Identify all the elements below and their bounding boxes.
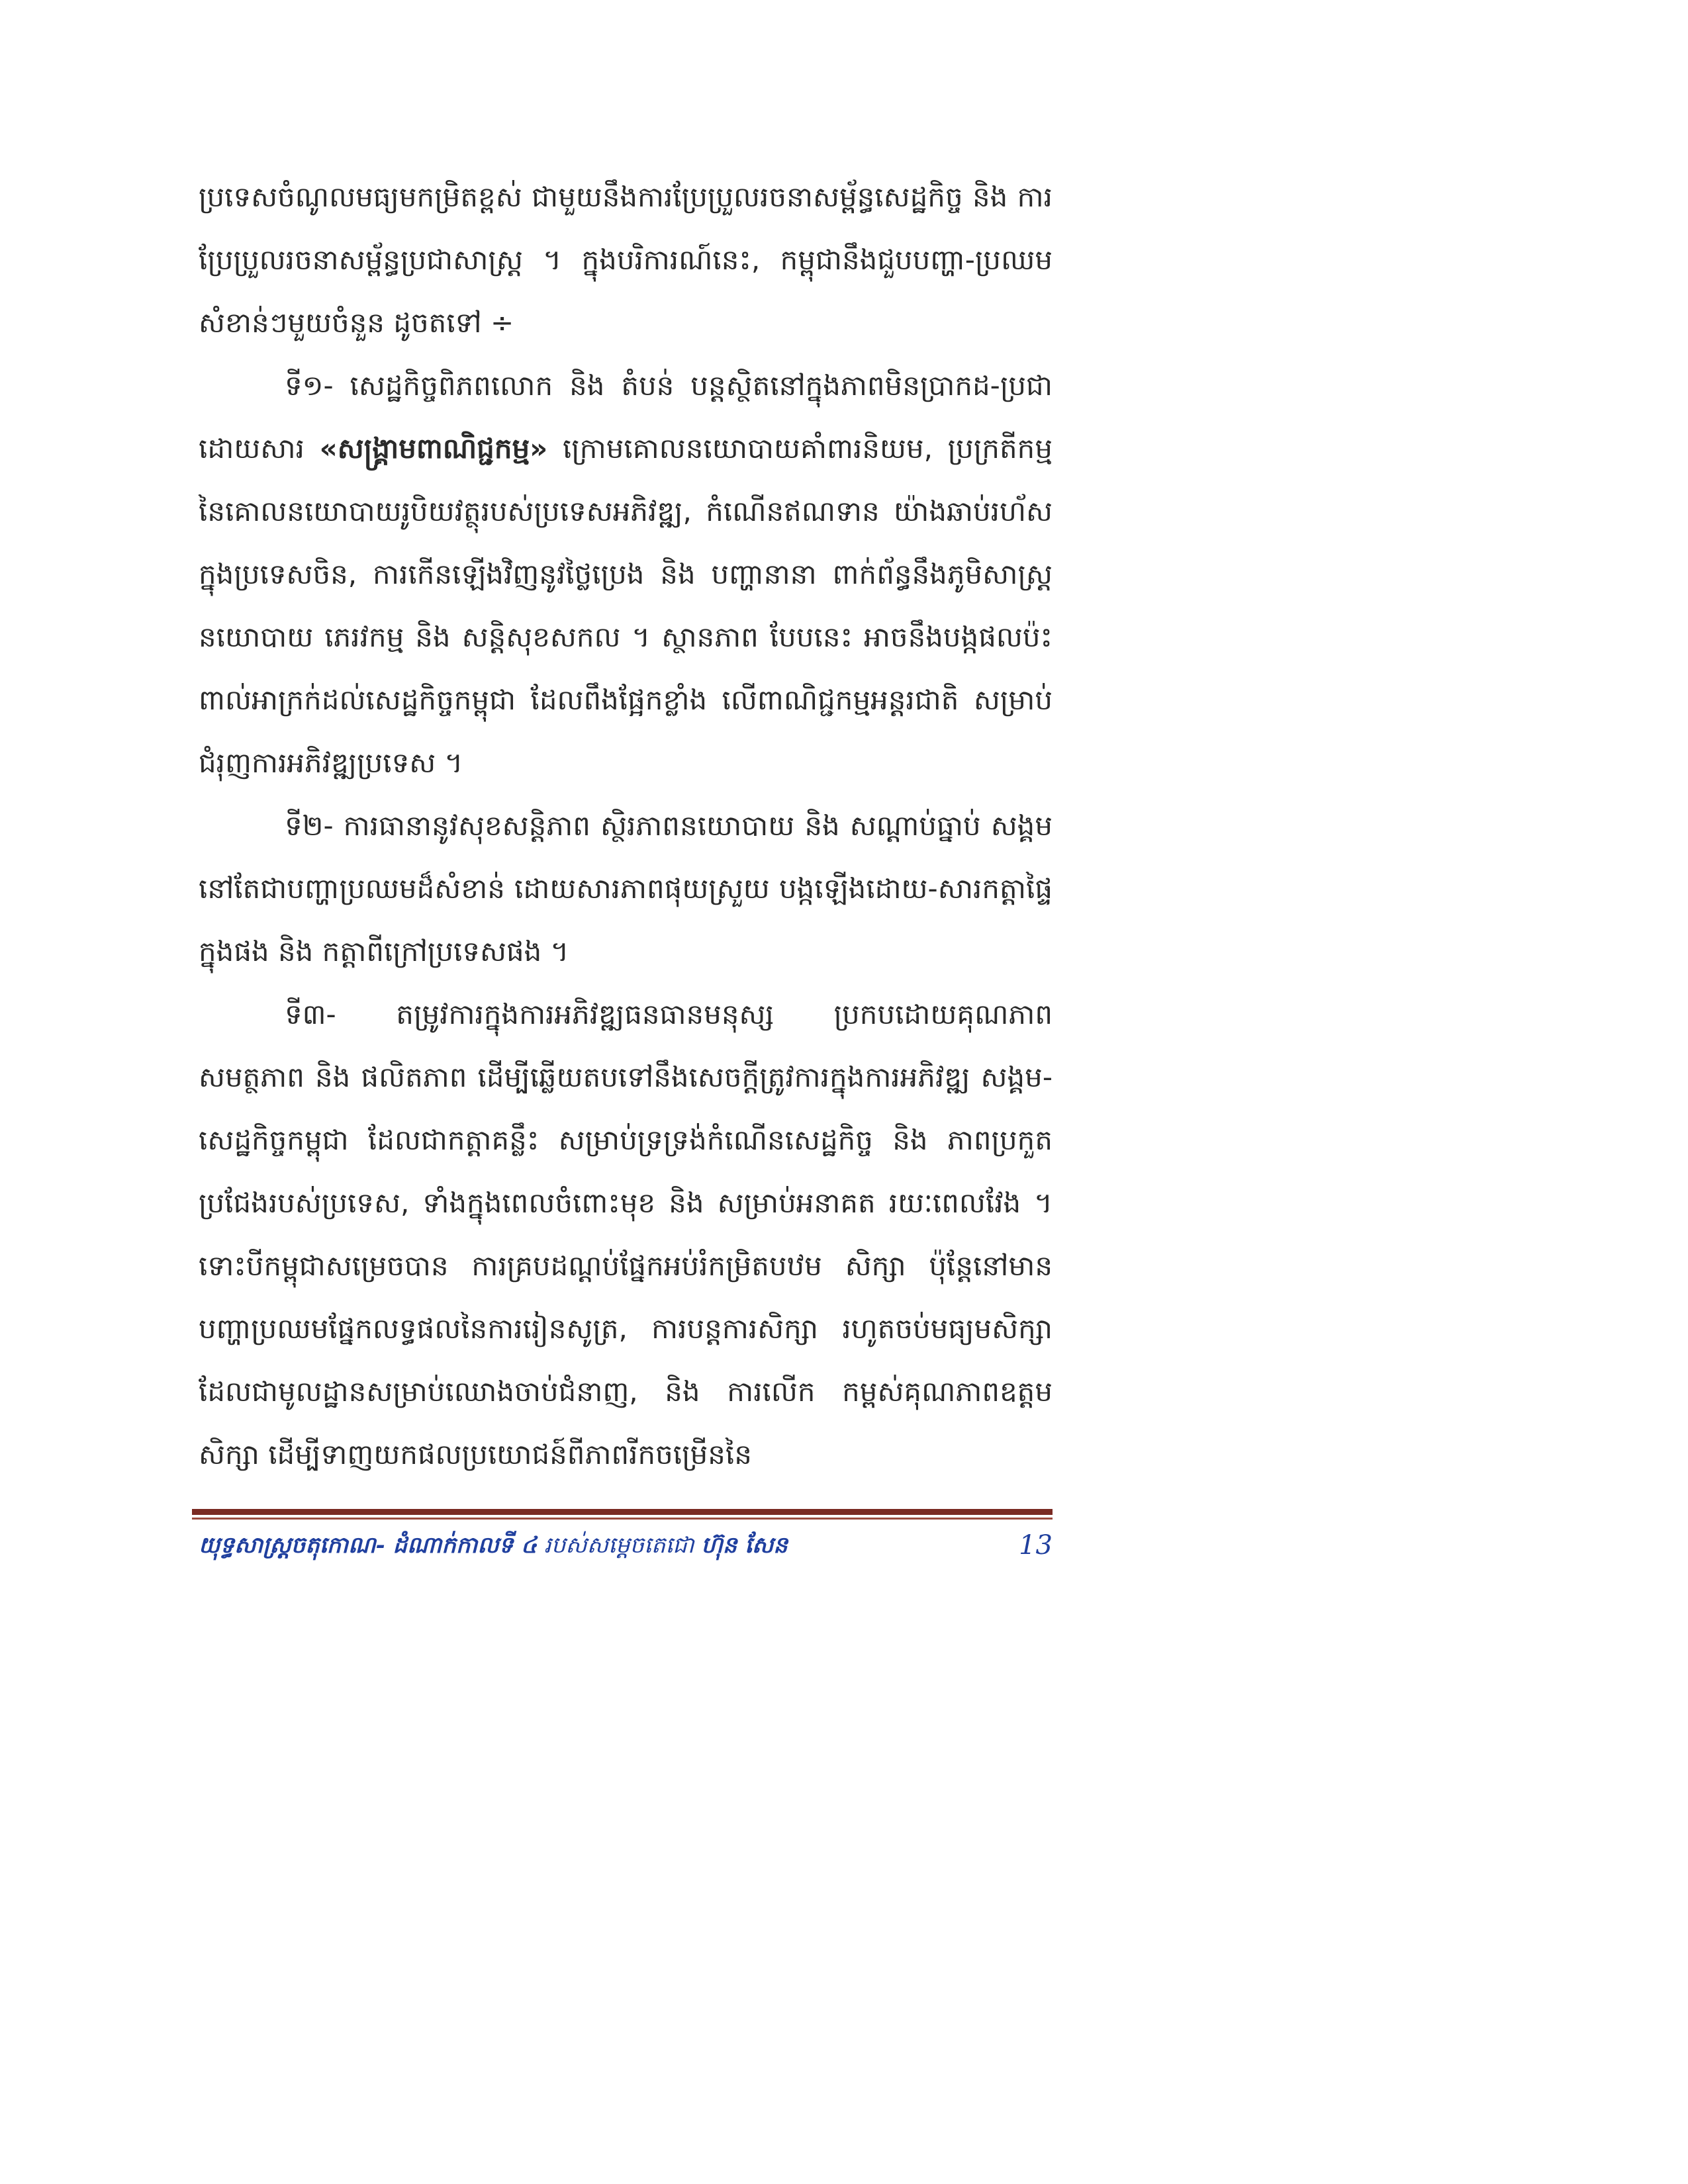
paragraph-point-1-before: ទី១- សេដ្ឋកិច្ចពិភពលោក និង តំបន់ បន្តស្ថិតនៅក្នុងភាពមិនប្រាកដ-ប្រជា ដោយសារ bbox=[199, 369, 1053, 465]
footer-title-main: យុទ្ធសាស្ត្រចតុកោណ- ដំណាក់កាលទី ៤ bbox=[199, 1532, 538, 1559]
emphasis-trade-war: «សង្គ្រាមពាណិជ្ជកម្ម» bbox=[319, 432, 548, 465]
paragraph-point-3: ទី៣- តម្រូវការក្នុងការអភិវឌ្ឍធនធានមនុស្ស ប្រកបដោយគុណភាព សមត្ថភាព និង ផលិតភាព ដើម្បីឆ្លើយតបទៅនឹងសេចក្តីត្រូវការក្នុងការអភិវឌ្ឍ សង្គម- សេដ្ឋកិច្ចកម្ពុជា ដែលជាកត្តាគន្លឹះ សម្រាប់ទ្រទ្រង់កំណើនសេដ្ឋកិច្ច និង ភាពប្រកួតប្រជែងរបស់ប្រទេស, ទាំងក្នុងពេលចំពោះមុខ និង សម្រាប់អនាគត រយៈពេលវែង ។ ទោះបីកម្ពុជាសម្រេចបាន ការគ្របដណ្តប់ផ្នែកអប់រំកម្រិតបឋម សិក្សា ប៉ុន្តែនៅមានបញ្ហាប្រឈមផ្នែកលទ្ធផលនៃការរៀនសូត្រ, ការបន្តការសិក្សា រហូតចប់មធ្យមសិក្សា ដែលជាមូលដ្ឋានសម្រាប់ឈោងចាប់ជំនាញ, និង ការលើក កម្ពស់គុណភាពឧត្តមសិក្សា ដើម្បីទាញយកផលប្រយោជន៍ពីភាពរីកចម្រើននៃ bbox=[199, 998, 1053, 1471]
page-footer bbox=[199, 1522, 1053, 1569]
footer-title bbox=[199, 1522, 788, 1569]
paragraph-point-2: ទី២- ការធានានូវសុខសន្តិភាព ស្ថិរភាពនយោបាយ និង សណ្តាប់ធ្នាប់ សង្គម នៅតែជាបញ្ហាប្រឈមដ៏សំខាន់ ដោយសារភាពផុយស្រួយ បង្កឡើងដោយ-សារកត្តាផ្ទៃក្នុងផង និង កត្តាពីក្រៅប្រទេសផង ។ bbox=[199, 809, 1053, 968]
footer-title-name: ហ៊ុន សែន bbox=[701, 1532, 788, 1559]
paragraph-point-1-after: ក្រោមគោលនយោបាយគាំពារនិយម, ប្រក្រតីកម្មនៃគោលនយោបាយរូបិយវត្ថុរបស់ប្រទេសអភិវឌ្ឍ, កំណើនឥណទាន យ៉ាងឆាប់រហ័សក្នុងប្រទេសចិន, ការកើនឡើងវិញនូវថ្លៃប្រេង និង បញ្ហានានា ពាក់ព័ន្ធនឹងភូមិសាស្ត្រនយោបាយ ភេរវកម្ម និង សន្តិសុខសកល ។ ស្ថានភាព បែបនេះ អាចនឹងបង្កផលប៉ះពាល់អាក្រក់ដល់សេដ្ឋកិច្ចកម្ពុជា ដែលពឹងផ្អែកខ្លាំង លើពាណិជ្ជកម្មអន្តរជាតិ សម្រាប់ជំរុញការអភិវឌ្ឍប្រទេស ។ bbox=[199, 432, 1053, 779]
footer-divider-thin bbox=[192, 1518, 1053, 1520]
paragraph-point-1 bbox=[199, 354, 1053, 794]
footer-title-middle: របស់សម្តេចតេជោ bbox=[537, 1532, 702, 1559]
document-body bbox=[199, 165, 1053, 1486]
footer-divider bbox=[192, 1509, 1053, 1520]
paragraph-intro: ប្រទេសចំណូលមធ្យមកម្រិតខ្ពស់ ជាមួយនឹងការប្រែប្រួលរចនាសម្ព័ន្ធសេដ្ឋកិច្ច និង ការប្រែប្រួលរចនាសម្ព័ន្ធប្រជាសាស្ត្រ ។ ក្នុងបរិការណ៍នេះ, កម្ពុជានឹងជួបបញ្ហា-ប្រឈមសំខាន់ៗមួយចំនួន ដូចតទៅ ÷ bbox=[199, 181, 1053, 339]
footer-divider-thick bbox=[192, 1509, 1053, 1515]
page-number: 13 bbox=[1019, 1530, 1053, 1561]
